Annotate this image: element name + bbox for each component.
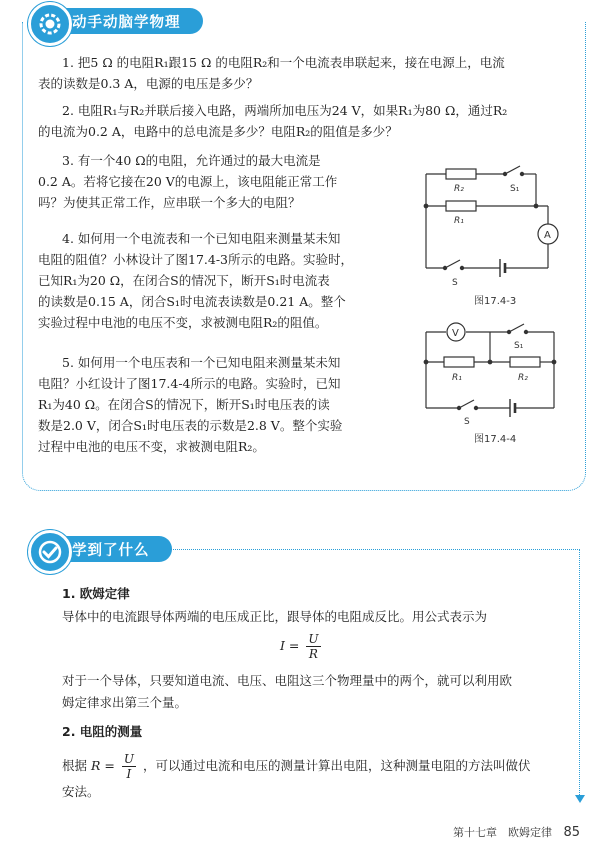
arrow-down-icon (574, 794, 586, 804)
section1-header (30, 8, 203, 34)
section2-title: 学到了什么 (30, 536, 172, 562)
item2-paragraph: 根据 R = $\frac{U}{I}$ ，可以通过电流和电压的测量计算出电阻，这种测量电阻的方法叫做伏 安法。 (62, 752, 531, 799)
section1-title: 动手动脑学物理 (30, 8, 203, 34)
item1-paragraph1: 导体中的电流跟导体两端的电压成正比，跟导体的电阻成反比。用公式表示为 (62, 609, 488, 624)
figure-17-4-3-caption: 图17.4-3 (474, 296, 517, 307)
label-r2: R₂ (454, 184, 464, 194)
label-r1: R₁ (452, 373, 462, 383)
question-1: 1. 把5 Ω 的电阻R₁跟15 Ω 的电阻R₂和一个电流表串联起来，接在电源上，电流 表的读数是0.3 A，电源的电压是多少？ (38, 55, 505, 91)
chapter-label: 第十七章 欧姆定律 (452, 826, 552, 839)
section2-checkmark-icon (28, 530, 72, 574)
question-2: 2. 电阻R₁与R₂并联后接入电路，两端所加电压为24 V，如果R₁为80 Ω，通过R₂ 的电流为0.2 A，电路中的总电流是多少？电阻R₂的阻值是多少？ (38, 103, 508, 139)
switch-s (459, 400, 474, 408)
section2-dotted-side (579, 549, 580, 797)
question-4: 4. 如何用一个电流表和一个已知电阻来测量某未知 电阻的阻值？小林设计了图17.4-3所示的电路。实验时， 已知R₁为20 Ω，在闭合S的情况下，断开S₁时电流表 的读数是0.15 A，闭合S₁时电流表读数是0.21 A。整个 实验过程中电池的电压不变，求被测电阻R₂的阻值。 (38, 231, 354, 330)
label-r2: R₂ (518, 373, 528, 383)
label-a: A (544, 230, 551, 241)
label-s: S (452, 278, 458, 288)
item1-paragraph2: 对于一个导体，只要知道电流、电压、电阻这三个物理量中的两个，就可以利用欧 姆定律求出第三个量。 (62, 673, 513, 710)
question-3: 3. 有一个40 Ω的电阻，允许通过的最大电流是 0.2 A。若将它接在20 V的电源上，该电阻能正常工作 吗？为使其正常工作，应串联一个多大的电阻？ (38, 153, 338, 210)
resistor-r1 (444, 357, 474, 367)
switch-s (445, 260, 460, 268)
item1-heading: 1. 欧姆定律 (62, 586, 130, 601)
label-v: V (452, 328, 459, 339)
label-r1: R₁ (454, 216, 464, 226)
page-number: 85 (563, 825, 580, 840)
circuit-diagram-17-4-4 (412, 318, 570, 426)
section2-dotted-rule (170, 549, 580, 550)
label-s1: S₁ (514, 341, 524, 351)
label-s1: S₁ (510, 184, 520, 194)
switch-s1 (505, 166, 520, 174)
figure-17-4-4-caption: 图17.4-4 (474, 434, 517, 445)
ohms-law-formula: I = $\frac{U}{R}$ (280, 632, 319, 661)
page-footer (453, 824, 580, 840)
question-5: 5. 如何用一个电压表和一个已知电阻来测量某未知 电阻？小红设计了图17.4-4所示的电路。实验时，已知 R₁为40 Ω。在闭合S的情况下，断开S₁时电压表的读 数是2.0 V，闭合S₁时电压表的示数是2.8 V。整个实验 过程中电池的电压不变，求被测电阻R₂。 (38, 355, 343, 454)
section2-header (30, 536, 172, 562)
section1-gear-icon (28, 2, 72, 46)
resistor-r1 (446, 201, 476, 211)
switch-s1 (509, 324, 524, 332)
circuit-diagram-17-4-3 (412, 158, 570, 290)
label-s: S (464, 417, 470, 426)
item2-heading: 2. 电阻的测量 (62, 724, 143, 739)
resistor-r2 (510, 357, 540, 367)
resistor-r2 (446, 169, 476, 179)
